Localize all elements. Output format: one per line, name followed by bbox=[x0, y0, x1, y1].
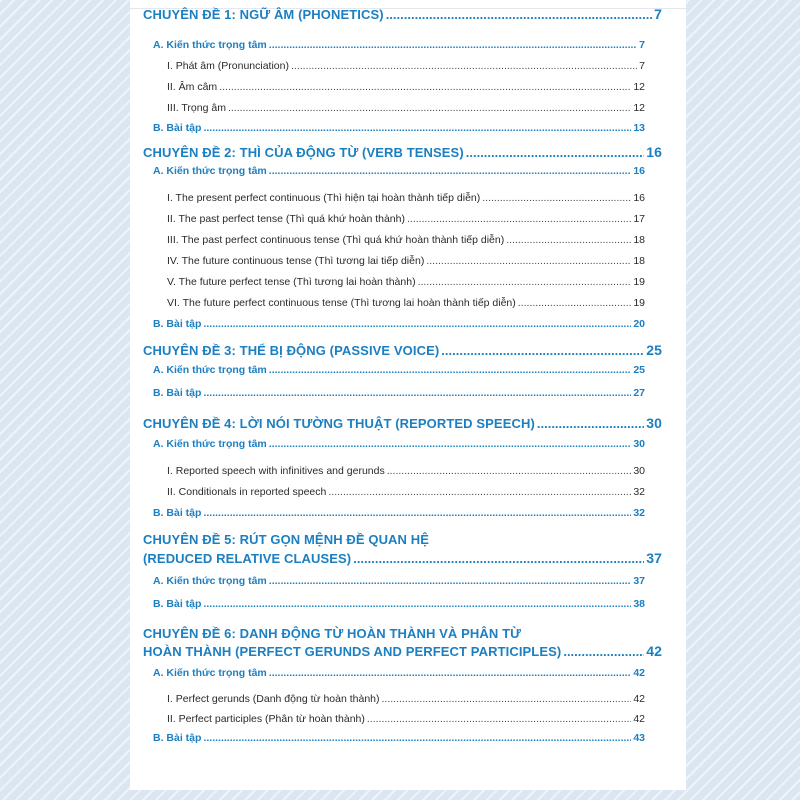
page-number: 25 bbox=[633, 364, 645, 376]
toc-section[interactable] bbox=[153, 575, 645, 587]
dot-leader bbox=[269, 438, 632, 450]
dot-leader bbox=[203, 318, 631, 330]
page-number: 32 bbox=[633, 507, 645, 519]
page-number: 16 bbox=[633, 192, 645, 204]
toc-chapter-6[interactable] bbox=[143, 643, 662, 659]
subsection-label: II. Perfect participles (Phân từ hoàn thành) bbox=[167, 713, 365, 725]
dot-leader bbox=[387, 465, 632, 477]
toc-section[interactable] bbox=[153, 387, 645, 399]
section-label: A. Kiến thức trọng tâm bbox=[153, 165, 267, 177]
dot-leader bbox=[291, 60, 637, 72]
toc-subsection[interactable] bbox=[167, 81, 645, 93]
toc-chapter-4[interactable] bbox=[143, 415, 662, 431]
dot-leader bbox=[203, 732, 631, 744]
dot-leader bbox=[269, 39, 637, 51]
dot-leader bbox=[228, 102, 631, 114]
toc-section[interactable] bbox=[153, 667, 645, 679]
section-label: B. Bài tập bbox=[153, 507, 202, 519]
section-label: B. Bài tập bbox=[153, 732, 202, 744]
toc-subsection[interactable] bbox=[167, 465, 645, 477]
dot-leader bbox=[269, 575, 632, 587]
dot-leader bbox=[203, 507, 631, 519]
chapter-title: CHUYÊN ĐỀ 3: THỂ BỊ ĐỘNG (PASSIVE VOICE) bbox=[143, 343, 440, 358]
page-number: 32 bbox=[633, 486, 645, 498]
subsection-label: II. Conditionals in reported speech bbox=[167, 486, 327, 498]
toc-section[interactable] bbox=[153, 364, 645, 376]
dot-leader bbox=[269, 364, 632, 376]
section-label: B. Bài tập bbox=[153, 318, 202, 330]
subsection-label: VI. The future perfect continuous tense (Thì tương lai hoàn thành tiếp diễn) bbox=[167, 297, 516, 309]
page-number: 43 bbox=[633, 732, 645, 744]
page-number: 42 bbox=[646, 643, 662, 659]
section-label: B. Bài tập bbox=[153, 122, 202, 134]
toc-chapter-2[interactable] bbox=[143, 144, 662, 160]
chapter-title: CHUYÊN ĐỀ 2: THÌ CỦA ĐỘNG TỪ (VERB TENSES) bbox=[143, 145, 464, 160]
dot-leader bbox=[203, 598, 631, 610]
document-page bbox=[130, 0, 686, 790]
page-number: 30 bbox=[646, 415, 662, 431]
page-number: 12 bbox=[633, 81, 645, 93]
dot-leader bbox=[418, 276, 632, 288]
toc-subsection[interactable] bbox=[167, 234, 645, 246]
toc-subsection[interactable] bbox=[167, 486, 645, 498]
subsection-label: I. Phát âm (Pronunciation) bbox=[167, 60, 289, 72]
page-number: 19 bbox=[633, 276, 645, 288]
toc-section[interactable] bbox=[153, 732, 645, 744]
subsection-label: II. Âm câm bbox=[167, 81, 218, 93]
subsection-label: I. The present perfect continuous (Thì hiện tại hoàn thành tiếp diễn) bbox=[167, 192, 481, 204]
subsection-label: V. The future perfect tense (Thì tương lai hoàn thành) bbox=[167, 276, 416, 288]
toc-subsection[interactable] bbox=[167, 102, 645, 114]
page-number: 30 bbox=[633, 438, 645, 450]
dot-leader bbox=[328, 486, 631, 498]
chapter-title: CHUYÊN ĐỀ 1: NGỮ ÂM (PHONETICS) bbox=[143, 7, 384, 22]
dot-leader bbox=[269, 165, 632, 177]
section-label: A. Kiến thức trọng tâm bbox=[153, 438, 267, 450]
page-number: 38 bbox=[633, 598, 645, 610]
toc-subsection[interactable] bbox=[167, 297, 645, 309]
chapter-title: (REDUCED RELATIVE CLAUSES) bbox=[143, 551, 352, 566]
toc-section[interactable] bbox=[153, 438, 645, 450]
section-label: A. Kiến thức trọng tâm bbox=[153, 364, 267, 376]
page-number: 7 bbox=[639, 60, 645, 72]
subsection-label: III. The past perfect continuous tense (Thì quá khứ hoàn thành tiếp diễn) bbox=[167, 234, 505, 246]
page-number: 13 bbox=[633, 122, 645, 134]
toc-section[interactable] bbox=[153, 39, 645, 51]
dot-leader bbox=[441, 343, 644, 358]
subsection-label: III. Trọng âm bbox=[167, 102, 226, 114]
page-number: 37 bbox=[633, 575, 645, 587]
dot-leader bbox=[407, 213, 631, 225]
page-number: 19 bbox=[633, 297, 645, 309]
page-number: 37 bbox=[646, 550, 662, 566]
page-number: 7 bbox=[654, 6, 662, 22]
page-number: 18 bbox=[633, 234, 645, 246]
chapter-title: CHUYÊN ĐỀ 4: LỜI NÓI TƯỜNG THUẬT (REPORTED SPEECH) bbox=[143, 416, 535, 431]
section-label: B. Bài tập bbox=[153, 387, 202, 399]
page-number: 16 bbox=[646, 144, 662, 160]
toc-subsection[interactable] bbox=[167, 693, 645, 705]
page-number: 27 bbox=[633, 387, 645, 399]
dot-leader bbox=[466, 145, 644, 160]
dot-leader bbox=[482, 192, 631, 204]
toc-subsection[interactable] bbox=[167, 713, 645, 725]
toc-section[interactable] bbox=[153, 598, 645, 610]
section-label: B. Bài tập bbox=[153, 598, 202, 610]
toc-chapter-3[interactable] bbox=[143, 342, 662, 358]
dot-leader bbox=[203, 122, 631, 134]
toc-subsection[interactable] bbox=[167, 60, 645, 72]
dot-leader bbox=[563, 644, 644, 659]
chapter-5-title-line1: CHUYÊN ĐỀ 5: RÚT GỌN MỆNH ĐỀ QUAN HỆ bbox=[143, 532, 430, 547]
page-number: 42 bbox=[633, 693, 645, 705]
page-number: 42 bbox=[633, 713, 645, 725]
page-number: 20 bbox=[633, 318, 645, 330]
page-number: 18 bbox=[633, 255, 645, 267]
dot-leader bbox=[537, 416, 644, 431]
section-label: A. Kiến thức trọng tâm bbox=[153, 575, 267, 587]
chapter-title: HOÀN THÀNH (PERFECT GERUNDS AND PERFECT PARTICIPLES) bbox=[143, 644, 562, 659]
toc-subsection[interactable] bbox=[167, 276, 645, 288]
dot-leader bbox=[353, 551, 644, 566]
toc-subsection[interactable] bbox=[167, 213, 645, 225]
dot-leader bbox=[426, 255, 631, 267]
page-number: 30 bbox=[633, 465, 645, 477]
dot-leader bbox=[269, 667, 632, 679]
toc-subsection[interactable] bbox=[167, 192, 645, 204]
dot-leader bbox=[219, 81, 631, 93]
page-number: 25 bbox=[646, 342, 662, 358]
section-label: A. Kiến thức trọng tâm bbox=[153, 39, 267, 51]
dot-leader bbox=[203, 387, 631, 399]
toc-section[interactable] bbox=[153, 507, 645, 519]
subsection-label: IV. The future continuous tense (Thì tương lai tiếp diễn) bbox=[167, 255, 425, 267]
toc-chapter-5[interactable] bbox=[143, 550, 662, 566]
toc-section[interactable] bbox=[153, 165, 645, 177]
chapter-6-title-line1: CHUYÊN ĐỀ 6: DANH ĐỘNG TỪ HOÀN THÀNH VÀ PHÂN TỪ bbox=[143, 626, 521, 641]
page-number: 42 bbox=[633, 667, 645, 679]
dot-leader bbox=[506, 234, 631, 246]
dot-leader bbox=[518, 297, 632, 309]
page-number: 12 bbox=[633, 102, 645, 114]
page-number: 16 bbox=[633, 165, 645, 177]
dot-leader bbox=[386, 7, 652, 22]
subsection-label: I. Perfect gerunds (Danh động từ hoàn thành) bbox=[167, 693, 380, 705]
page-number: 17 bbox=[633, 213, 645, 225]
subsection-label: I. Reported speech with infinitives and gerunds bbox=[167, 465, 385, 477]
toc-subsection[interactable] bbox=[167, 255, 645, 267]
section-label: A. Kiến thức trọng tâm bbox=[153, 667, 267, 679]
toc-chapter-1[interactable] bbox=[143, 6, 662, 22]
subsection-label: II. The past perfect tense (Thì quá khứ hoàn thành) bbox=[167, 213, 405, 225]
dot-leader bbox=[382, 693, 632, 705]
dot-leader bbox=[367, 713, 631, 725]
toc-section[interactable] bbox=[153, 122, 645, 134]
page-number: 7 bbox=[639, 39, 645, 51]
toc-section[interactable] bbox=[153, 318, 645, 330]
